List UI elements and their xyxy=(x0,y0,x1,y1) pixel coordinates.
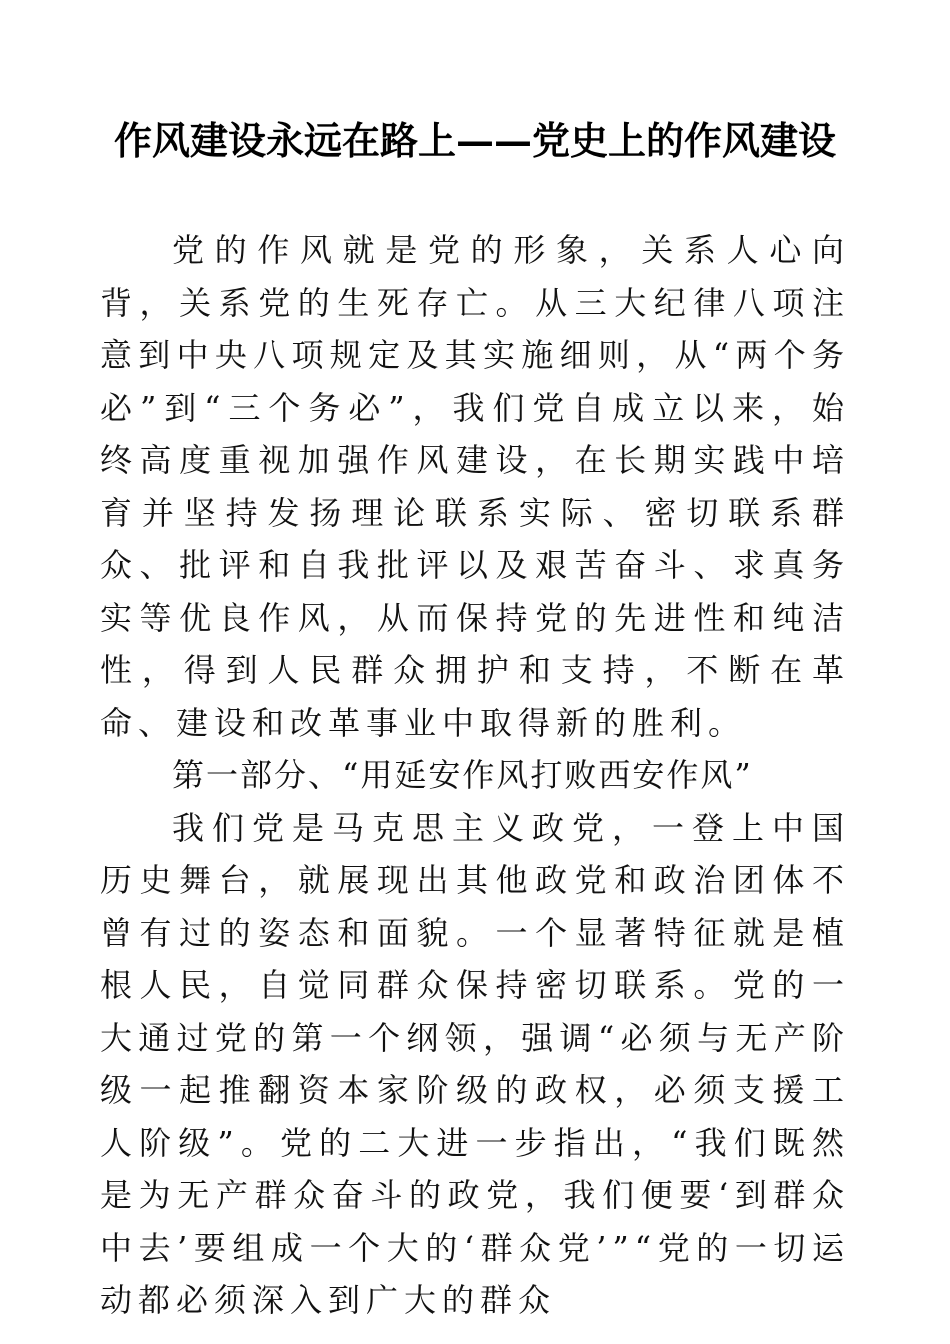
document-title: 作风建设永远在路上——党史上的作风建设 xyxy=(113,118,836,163)
body-paragraph-part-one: 我们党是马克思主义政党，一登上中国历史舞台，就展现出其他政党和政治团体不曾有过的姿态和面貌。一个显著特征就是植根人民，自觉同群众保持密切联系。党的一大通过党的第一个纲领，强调“必须与无产阶级一起推翻资本家阶级的政权，必须支援工人阶级”。党的二大进一步指出，“我们既然是为无产群众奋斗的政党，我们便要‘到群众中去’要组成一个大的‘群众党’”“党的一切运动都必须深入到广大的群众 xyxy=(100,808,850,1319)
section-heading-part-one: 第一部分、“用延安作风打败西安作风” xyxy=(172,756,753,794)
document-page xyxy=(100,118,850,1327)
document-body xyxy=(100,224,850,1327)
body-paragraph-intro: 党的作风就是党的形象，关系人心向背，关系党的生死存亡。从三大纪律八项注意到中央八项规定及其实施细则，从“两个务必”到“三个务必”，我们党自成立以来，始终高度重视加强作风建设，在长期实践中培育并坚持发扬理论联系实际、密切联系群众、批评和自我批评以及艰苦奋斗、求真务实等优良作风，从而保持党的先进性和纯洁性，得到人民群众拥护和支持，不断在革命、建设和改革事业中取得新的胜利。 xyxy=(100,231,850,742)
